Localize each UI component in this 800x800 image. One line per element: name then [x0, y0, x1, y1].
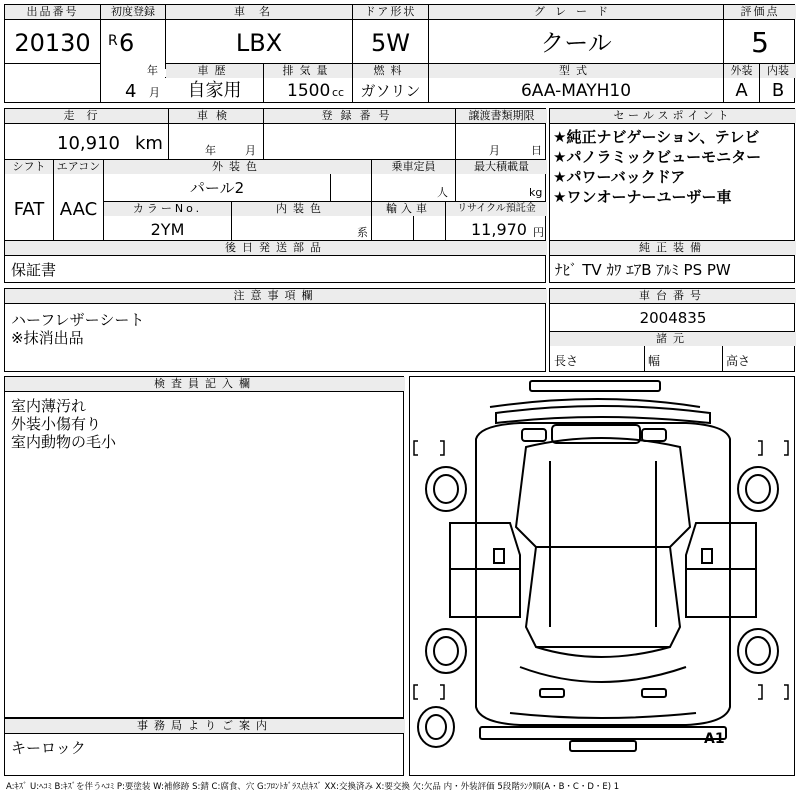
- interior-color-label: 内装色: [232, 202, 371, 216]
- office-label: 事務局よりご案内: [5, 719, 405, 733]
- legend: A:ｷｽﾞ U:ﾍｺﾐ B:ｷｽﾞを伴うﾍｺﾐ P:要塗装 W:補修跡 S:錆 C:腐食、穴 G:ﾌﾛﾝﾄｶﾞﾗｽ点ｷｽﾞ XX:交換済み X:要交換 欠:欠品 内・外装評価 5段階ﾗﾝｸ順(A・B・C・D・E) 1: [6, 782, 620, 792]
- history: 自家用: [187, 80, 242, 101]
- inspection-year-unit: 年: [205, 144, 216, 157]
- month-unit: 月: [149, 86, 160, 99]
- notes-lines: [11, 311, 144, 347]
- inspector-lines: [11, 397, 116, 451]
- later-parts-label: 後日発送部品: [5, 241, 547, 255]
- ac: AAC: [59, 199, 98, 220]
- door-type: 5W: [371, 29, 410, 57]
- sales-points-list: [553, 127, 761, 207]
- reg-year: 6: [119, 29, 135, 57]
- recycle-label: リサイクル預託金: [446, 202, 547, 216]
- fuel-label: 燃料: [353, 64, 428, 78]
- exterior-color-label: 外装色: [104, 160, 371, 174]
- reg-month: 4: [125, 81, 137, 102]
- inspector-line: 室内薄汚れ: [11, 397, 87, 415]
- score: 5: [751, 26, 769, 59]
- office-section: [4, 718, 404, 776]
- car-diagram: [409, 376, 795, 776]
- color-no: 2YM: [150, 220, 185, 239]
- chassis-section: [549, 288, 795, 372]
- specs-section: [4, 108, 546, 241]
- inspection-label: 車検: [169, 109, 263, 123]
- shift-label: シフト: [5, 160, 53, 174]
- sales-points-label: セールスポイント: [550, 109, 796, 123]
- chassis-label: 車台番号: [550, 289, 796, 303]
- sales-points-section: [549, 108, 795, 241]
- sales-point-item: ★パノラミックビューモニター: [553, 148, 762, 166]
- year-unit: 年: [147, 64, 158, 77]
- width-label: 幅: [648, 354, 661, 368]
- shift: FAT: [13, 199, 45, 220]
- grade: クール: [540, 29, 612, 57]
- notes-section: [4, 288, 546, 372]
- transfer-day-unit: 日: [531, 144, 542, 157]
- color-no-label: カラーNo.: [104, 202, 231, 216]
- office-value: キーロック: [11, 739, 86, 757]
- interior-grade: B: [771, 80, 785, 101]
- door-label: ドア形状: [353, 5, 428, 19]
- inspector-line: 室内動物の毛小: [11, 433, 117, 451]
- lot-number: 20130: [14, 29, 91, 57]
- transfer-label: 譲渡書類期限: [456, 109, 547, 123]
- load-unit: kg: [529, 186, 543, 199]
- recycle-amount: 11,970: [471, 220, 527, 239]
- sales-point-item: ★ワンオーナーユーザー車: [553, 188, 732, 206]
- height-label: 高さ: [726, 354, 751, 368]
- lot-label: 出品番号: [5, 5, 100, 19]
- mileage-label: 走行: [5, 109, 168, 123]
- car-name: LBX: [235, 29, 283, 57]
- chassis-number: 2004835: [639, 309, 707, 327]
- mileage: 10,910: [57, 133, 120, 154]
- later-parts-value: 保証書: [11, 261, 57, 279]
- interior-color-unit: 系: [357, 226, 368, 239]
- car-name-label: 車名: [166, 5, 352, 19]
- recycle-unit: 円: [533, 226, 544, 239]
- displacement-label: 排気量: [264, 64, 352, 78]
- ac-label: エアコン: [54, 160, 103, 174]
- equipment-label: 純正装備: [550, 241, 796, 255]
- equipment-section: [549, 240, 795, 283]
- length-label: 長さ: [554, 354, 579, 368]
- car-outline-diagram: [410, 377, 794, 775]
- damage-mark: A1: [704, 731, 725, 747]
- exterior-grade: A: [735, 80, 748, 101]
- import-label: 輸入車: [372, 202, 445, 216]
- fuel: ガソリン: [360, 82, 421, 100]
- first-reg-label: 初度登録: [101, 5, 165, 19]
- model-label: 型式: [429, 64, 723, 78]
- notes-label: 注意事項欄: [5, 289, 547, 303]
- displacement-unit: cc: [332, 86, 345, 99]
- inspector-line: 外装小傷有り: [11, 415, 102, 433]
- capacity-unit: 人: [437, 186, 448, 199]
- mileage-unit: km: [135, 133, 163, 154]
- interior-grade-label: 内装: [760, 64, 796, 78]
- header-section: [4, 4, 795, 103]
- later-parts-section: [4, 240, 546, 283]
- load-label: 最大積載量: [456, 160, 547, 174]
- plate-label: 登録番号: [264, 109, 455, 123]
- transfer-month-unit: 月: [489, 144, 500, 157]
- dimensions-label: 諸元: [550, 332, 796, 346]
- note-line: ハーフレザーシート: [11, 311, 145, 329]
- exterior-grade-label: 外装: [724, 64, 759, 78]
- note-line: ※抹消出品: [11, 329, 84, 347]
- era: R: [108, 33, 118, 49]
- inspector-label: 検査員記入欄: [5, 377, 405, 391]
- score-label: 評価点: [724, 5, 796, 19]
- inspection-month-unit: 月: [245, 144, 256, 157]
- inspector-section: [4, 376, 404, 718]
- capacity-label: 乗車定員: [372, 160, 455, 174]
- displacement: 1500: [287, 81, 331, 101]
- sales-point-item: ★パワーバックドア: [553, 168, 686, 186]
- sales-point-item: ★純正ナビゲーション、テレビ: [553, 128, 760, 146]
- history-label: 車歴: [166, 64, 263, 78]
- grade-label: グレード: [429, 5, 723, 19]
- model: 6AA-MAYH10: [520, 81, 632, 101]
- equipment-value: ﾅﾋﾞ TV ｶﾜ ｴｱB ｱﾙﾐ PS PW: [555, 261, 731, 279]
- exterior-color: パール2: [189, 179, 245, 197]
